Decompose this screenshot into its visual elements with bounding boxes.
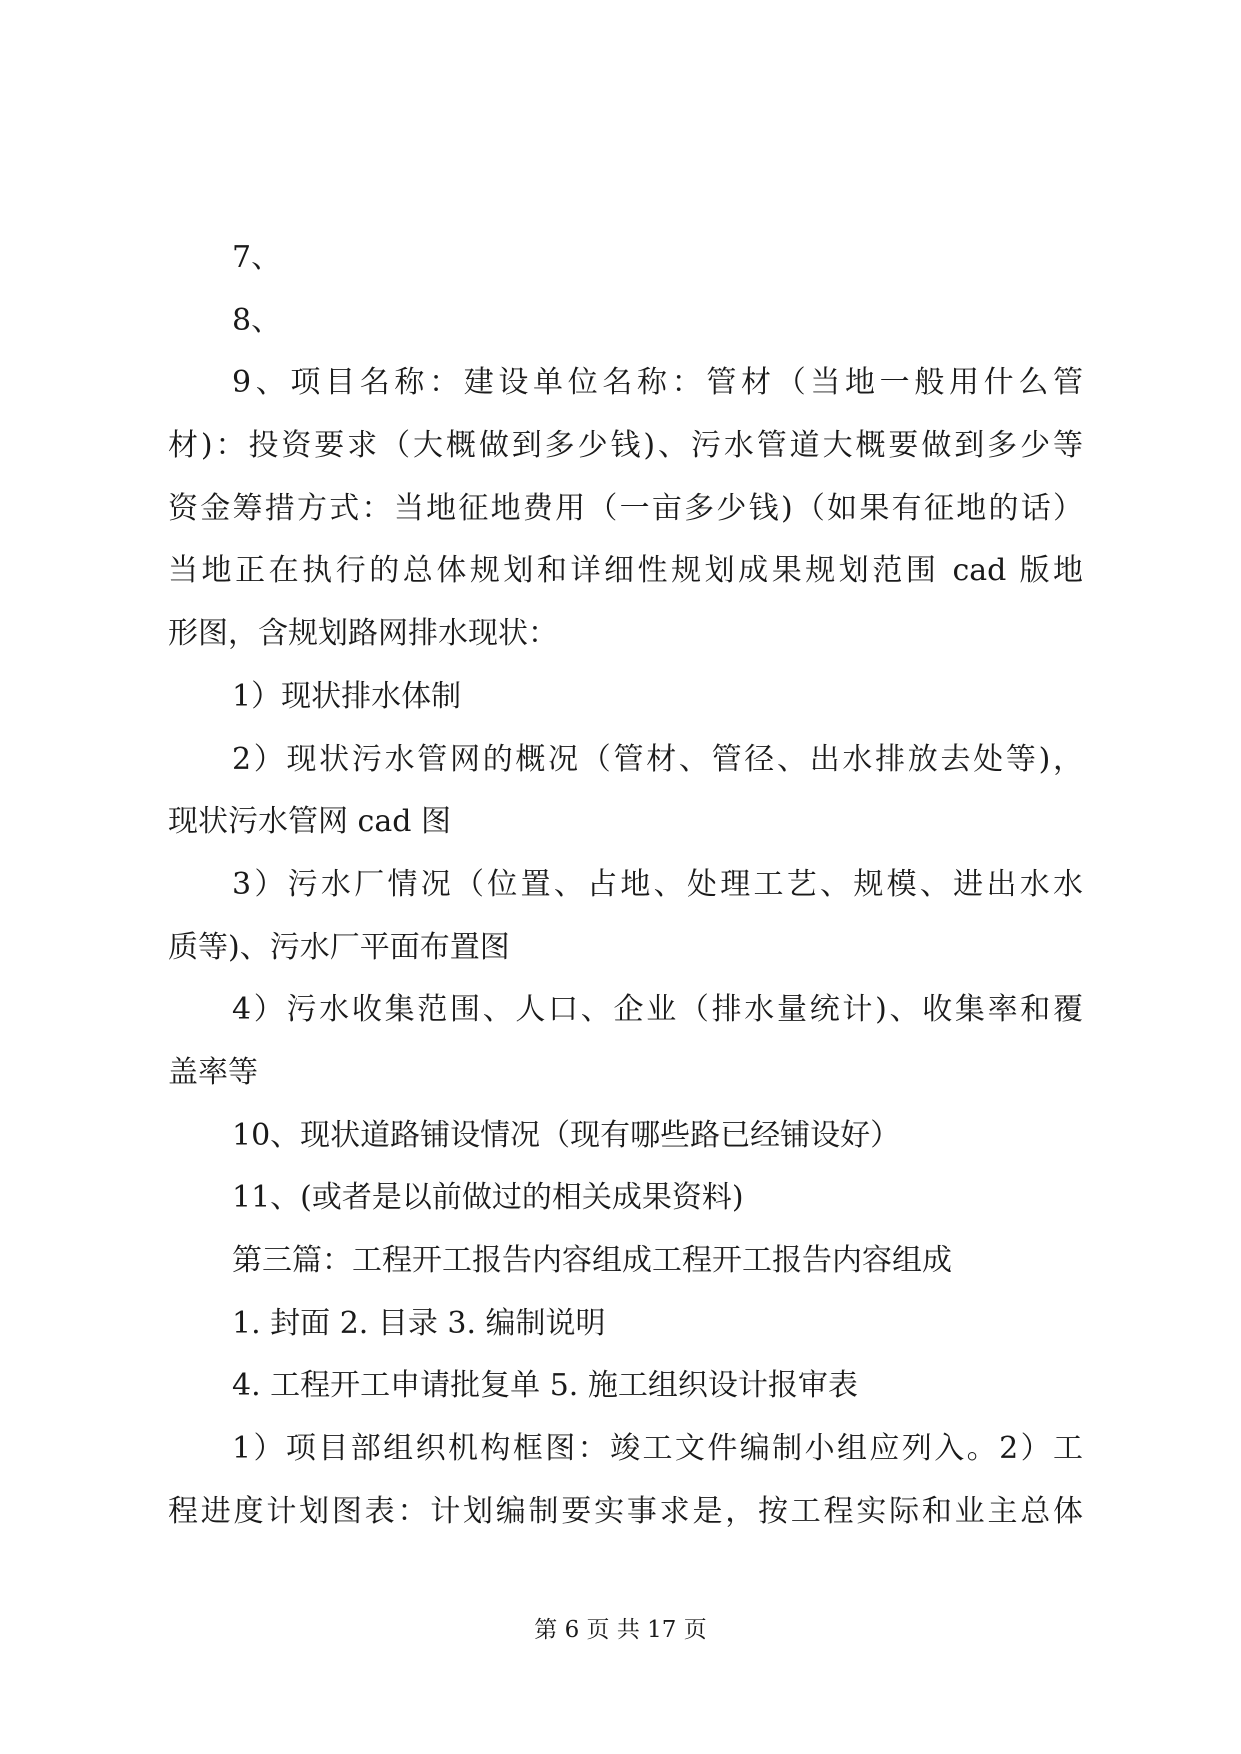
paragraph-line: 质等)、污水厂平面布置图 — [168, 929, 510, 965]
document-body — [168, 227, 1083, 1543]
numbered-items: 4. 工程开工申请批复单 5. 施工组织设计报审表 — [232, 1368, 858, 1404]
numbered-items: 1. 封面 2. 目录 3. 编制说明 — [232, 1305, 606, 1341]
sub-item-1: 1）现状排水体制 — [232, 678, 462, 714]
sub-item-2: 2）现状污水管网的概况（管材、管径、出水排放去处等)， — [232, 741, 1083, 777]
paragraph-line: 现状污水管网 cad 图 — [168, 804, 451, 840]
paragraph-line: 9、项目名称：建设单位名称：管材（当地一般用什么管 — [232, 365, 1083, 401]
paragraph-line: 当地正在执行的总体规划和详细性规划成果规划范围 cad 版地 — [168, 553, 1083, 589]
paragraph-line: 材)：投资要求（大概做到多少钱)、污水管道大概要做到多少等 — [168, 428, 1083, 464]
list-item-7: 7、 — [232, 240, 282, 275]
page-footer: 第 6 页 共 17 页 — [534, 1617, 707, 1643]
sub-item-4: 4）污水收集范围、人口、企业（排水量统计)、收集率和覆 — [232, 992, 1083, 1028]
paragraph-line: 程进度计划图表：计划编制要实事求是，按工程实际和业主总体 — [168, 1493, 1083, 1529]
paragraph-line: 盖率等 — [168, 1054, 258, 1090]
paragraph-line: 1）项目部组织机构框图：竣工文件编制小组应列入。2）工 — [232, 1431, 1083, 1467]
section-heading: 第三篇：工程开工报告内容组成工程开工报告内容组成 — [232, 1243, 952, 1278]
paragraph-line: 形图，含规划路网排水现状： — [168, 616, 558, 652]
list-item-8: 8、 — [232, 302, 282, 338]
paragraph-line: 资金筹措方式：当地征地费用（一亩多少钱)（如果有征地的话） — [168, 490, 1083, 526]
sub-item-3: 3）污水厂情况（位置、占地、处理工艺、规模、进出水水 — [232, 866, 1083, 902]
list-item-11: 11、(或者是以前做过的相关成果资料) — [232, 1180, 744, 1216]
list-item-10: 10、现状道路铺设情况（现有哪些路已经铺设好） — [232, 1117, 901, 1153]
